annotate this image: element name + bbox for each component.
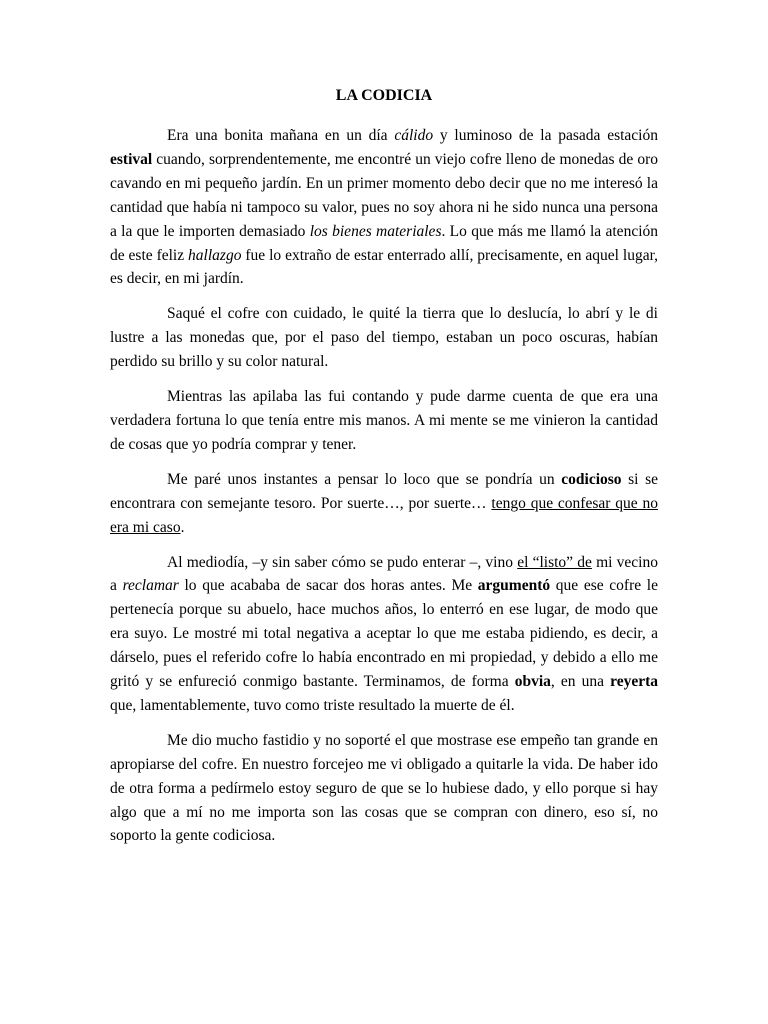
underlined-phrase-confesar: tengo que confesar que no era mi caso [110, 494, 658, 536]
paragraph-5 [110, 551, 658, 718]
paragraph-text: lo que acababa de sacar dos horas antes. Me [178, 577, 478, 595]
paragraph-text: , en una [550, 673, 611, 691]
bold-word-codicioso: codicioso [561, 470, 622, 488]
paragraph-text: . [180, 518, 185, 536]
paragraph-text: que, lamentablemente, tuvo como triste resultado la muerte de él. [110, 696, 515, 714]
paragraph-2: Saqué el cofre con cuidado, le quité la tierra que lo deslucía, lo abrí y le di lustre a las monedas que, por el paso del tiempo, estaban un poco oscuras, habían perdido su brillo y su color natural. [110, 305, 658, 371]
paragraph-text: . Lo que más me llamó la atención de este feliz [110, 222, 658, 264]
document-page [110, 84, 658, 859]
italic-word-hallazgo: hallazgo [188, 246, 242, 264]
paragraph-text: cuando, sorprendentemente, me encontré un viejo cofre lleno de monedas de oro cavando en mi pequeño jardín. En un primer momento debo decir que no me interesó la cantidad que había ni tampoco su valor, pues no soy ahora ni he sido nunca una persona a la que le importen demasiado [110, 150, 658, 240]
bold-word-obvia: obvia [514, 673, 551, 691]
underlined-phrase-listo: el “listo” de [517, 553, 592, 571]
paragraph-1 [110, 124, 658, 291]
paragraph-text: y luminoso de la pasada estación [433, 127, 658, 144]
italic-word-calido: cálido [394, 127, 434, 144]
bold-word-reyerta: reyerta [610, 673, 658, 691]
paragraph-3: Mientras las apilaba las fui contando y pude darme cuenta de que era una verdadera fortuna lo que tenía entre mis manos. A mi mente se me vinieron la cantidad de cosas que yo podría comprar y tener. [110, 388, 658, 453]
italic-phrase-bienes-materiales: los bienes materiales [309, 222, 442, 240]
paragraph-4 [110, 468, 658, 540]
document-title: LA CODICIA [335, 87, 433, 104]
paragraph-6: Me dio mucho fastidio y no soporté el que mostrase ese empeño tan grande en apropiarse del cofre. En nuestro forcejeo me vi obligado a quitarle la vida. De haber ido de otra forma a pedírmelo estoy seguro de que se lo hubiese dado, y ello porque si hay algo que a mí no me importa son las cosas que se compran con dinero, eso sí, no soporto la gente codiciosa. [110, 731, 658, 845]
paragraph-text: Al mediodía, –y sin saber cómo se pudo enterar –, vino [167, 553, 518, 571]
bold-word-argumento: argumentó [477, 577, 551, 595]
paragraph-text: que ese cofre le pertenecía porque su abuelo, hace muchos años, lo enterró en ese lugar, de modo que era suyo. Le mostré mi total negativa a aceptar lo que me estaba pidiendo, es decir, a dárselo, pues el referido cofre lo había encontrado en mi propiedad, y debido a ello me gritó y se enfureció conmigo bastante. Terminamos, de forma [110, 577, 658, 691]
paragraph-text: Me paré unos instantes a pensar lo loco que se pondría un [167, 470, 562, 488]
bold-word-estival: estival [110, 150, 153, 168]
paragraph-text: Era una bonita mañana en un día [167, 127, 395, 144]
italic-word-reclamar: reclamar [122, 577, 179, 595]
paragraph-text: fue lo extraño de estar enterrado allí, precisamente, en aquel lugar, es decir, en mi jardín. [110, 246, 658, 288]
paragraph-text: si se encontrara con semejante tesoro. Por suerte…, por suerte… [110, 470, 658, 512]
paragraph-text: mi vecino a [110, 553, 658, 595]
